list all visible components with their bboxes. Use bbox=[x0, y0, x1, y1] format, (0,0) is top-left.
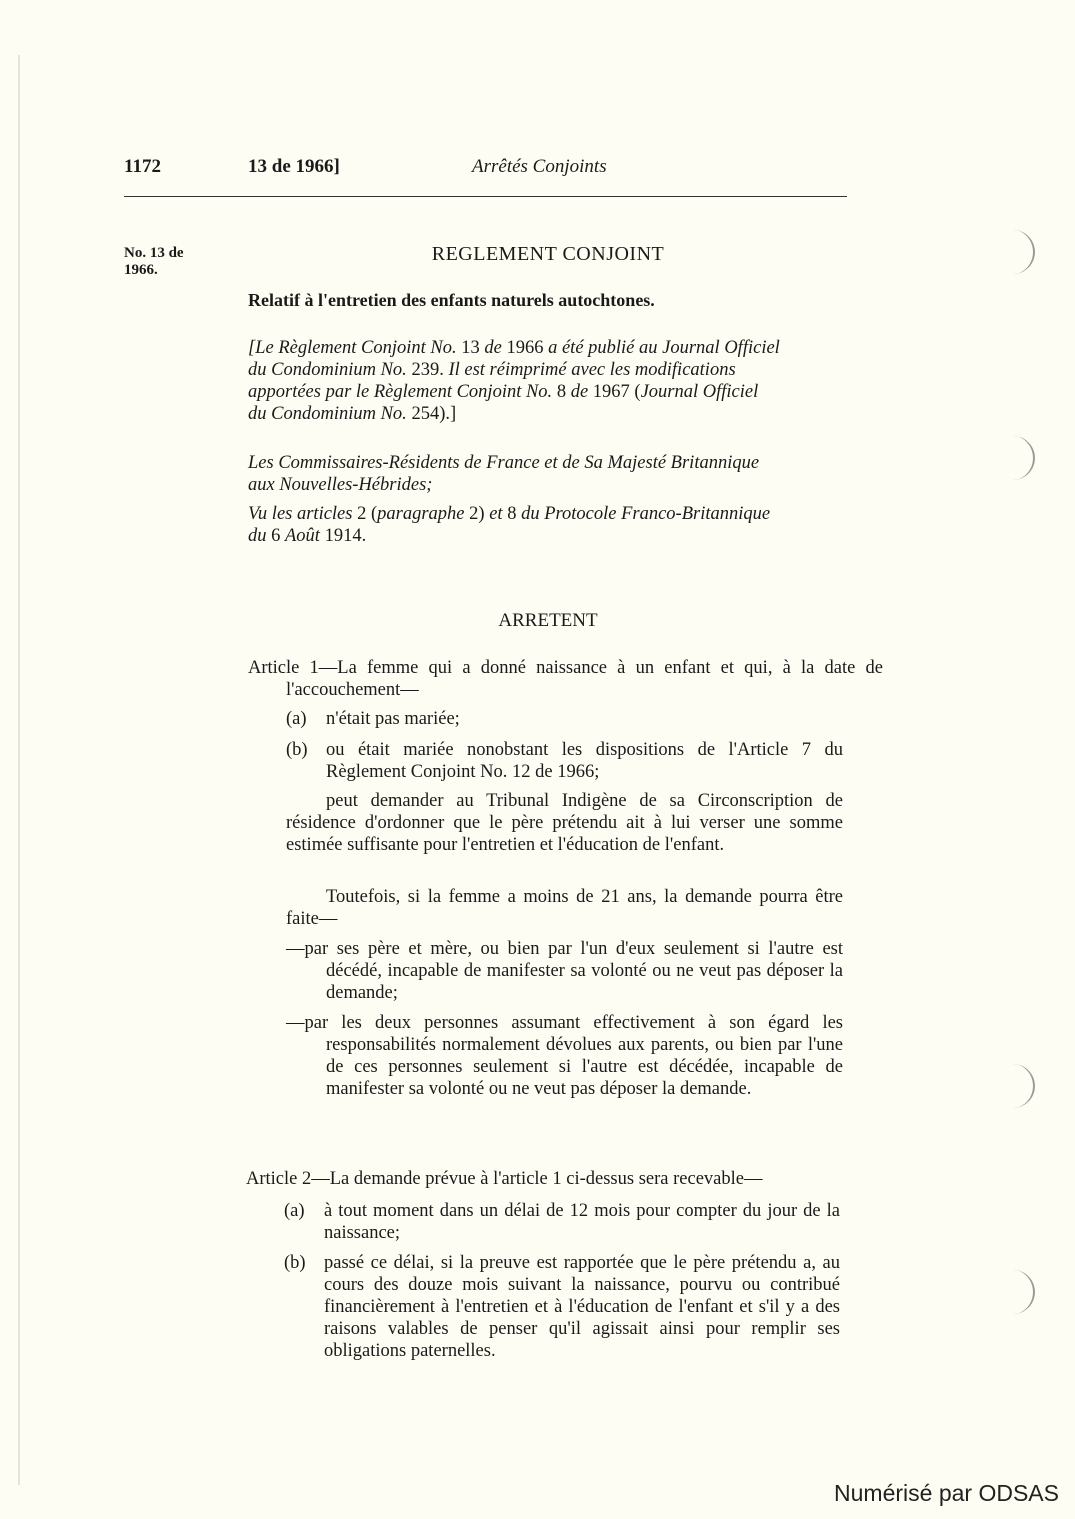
pub-line-4: du Condominium No. 254).] bbox=[248, 404, 457, 424]
binder-hole-3 bbox=[993, 1064, 1035, 1108]
binder-hole-2 bbox=[993, 436, 1035, 480]
article-1-toutefois: Toutefois, si la femme a moins de 21 ans, la demande pourra être faite— bbox=[286, 887, 843, 929]
document-title: REGLEMENT CONJOINT bbox=[431, 243, 665, 265]
preamble-vu: Vu les articles 2 (paragraphe 2) et 8 du Protocole Franco-Britannique du 6 Août 1914. bbox=[248, 504, 771, 546]
pub-line-3: apportées par le Règlement Conjoint No. 8 de 1967 (Journal Officiel bbox=[248, 382, 759, 402]
header-rule bbox=[124, 196, 847, 197]
publication-note bbox=[248, 337, 848, 425]
article-2-item-a: (a) à tout moment dans un délai de 12 mois pour compter du jour de la naissance; bbox=[284, 1201, 840, 1243]
article-1-dash-1: —par ses père et mère, ou bien par l'un d'eux seulement si l'autre est décédé, incapable de manifester sa volonté ou ne veut pas déposer la demande; bbox=[286, 939, 843, 1003]
article-2-intro: Article 2—La demande prévue à l'article 1 ci-dessus sera recevable— bbox=[246, 1169, 763, 1189]
margin-note-line2: 1966. bbox=[124, 262, 158, 278]
binder-hole-4 bbox=[993, 1270, 1035, 1314]
page-number: 1172 bbox=[124, 156, 161, 177]
article-1-item-a: (a) n'était pas mariée; bbox=[286, 709, 460, 729]
article-2-item-b: (b) passé ce délai, si la preuve est rapportée que le père prétendu a, au cours des douze mois suivant la naissance, pourvu ou contribué financièrement à l'entretien et à l'éducation de l'enfant et s'il y a des raisons valables de penser qu'il agissait ainsi pour remplir ses obligations paternelles. bbox=[284, 1253, 840, 1361]
regulation-reference: 13 de 1966] bbox=[248, 156, 340, 177]
article-1-item-b: (b) ou était mariée nonobstant les dispositions de l'Article 7 du Règlement Conjoint No. 12 de 1966; bbox=[286, 740, 843, 782]
article-1-dash-2: —par les deux personnes assumant effectivement à son égard les responsabilités normalement dévolues aux parents, ou bien par l'une de ces personnes seulement si l'autre est décédée, incapable de manifester sa volonté ou ne veut pas déposer la demande. bbox=[286, 1013, 843, 1099]
margin-note-line1: No. 13 de bbox=[124, 245, 184, 261]
article-1-intro: Article 1—La femme qui a donné naissance à un enfant et qui, à la date de l'accouchement— bbox=[248, 658, 883, 700]
pub-line-1: [Le Règlement Conjoint No. 13 de 1966 a été publié au Journal Officiel bbox=[248, 338, 780, 358]
digitization-credit: Numérisé par ODSAS bbox=[834, 1480, 1059, 1506]
preamble-commissioners: Les Commissaires-Résidents de France et de Sa Majesté Britannique aux Nouvelles-Hébrides; bbox=[248, 453, 760, 495]
running-title: Arrêtés Conjoints bbox=[472, 156, 607, 177]
arretent-heading: ARRETENT bbox=[498, 610, 598, 631]
document-subtitle: Relatif à l'entretien des enfants naturels autochtones. bbox=[248, 290, 655, 310]
binder-hole-1 bbox=[993, 230, 1035, 274]
article-1-peut: peut demander au Tribunal Indigène de sa Circonscription de résidence d'ordonner que le père prétendu ait à lui verser une somme estimée suffisante pour l'entretien et l'éducation de l'enfant. bbox=[286, 791, 843, 855]
pub-line-2: du Condominium No. 239. Il est réimprimé avec les modifications bbox=[248, 360, 736, 380]
scan-edge-shadow bbox=[18, 55, 20, 1485]
margin-note bbox=[124, 245, 214, 279]
